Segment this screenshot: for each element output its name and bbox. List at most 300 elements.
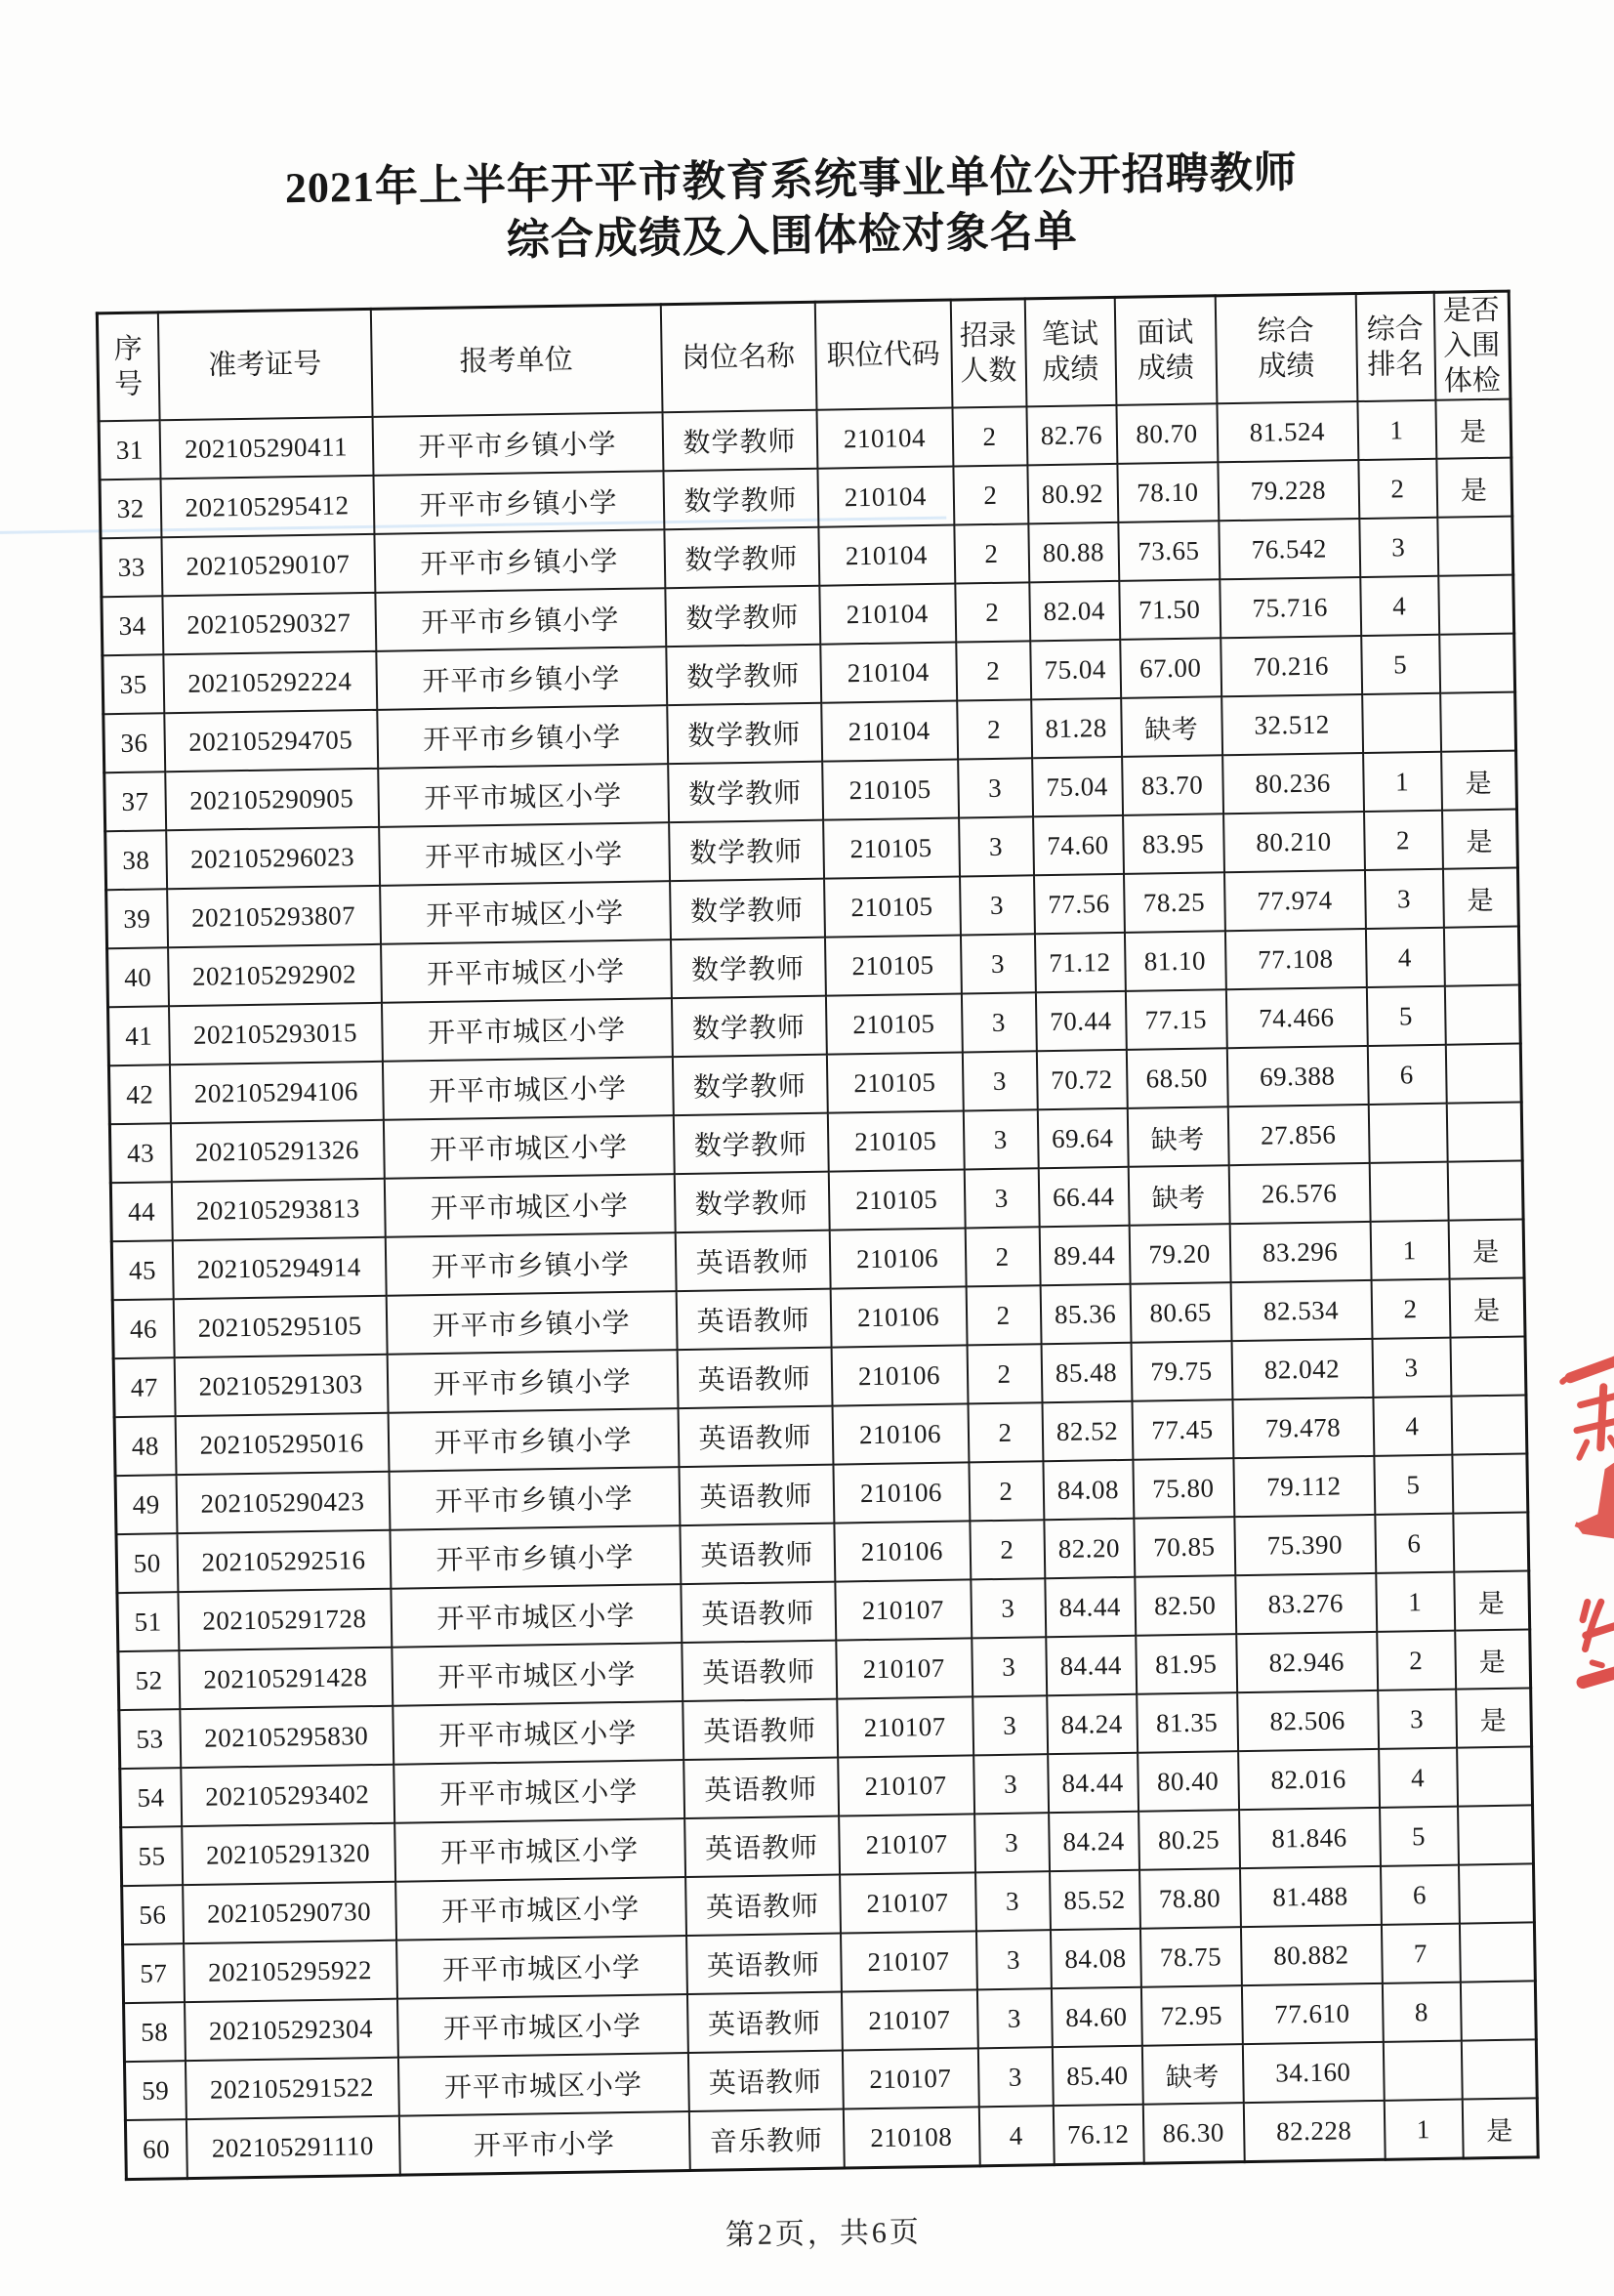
table-cell: 70.44: [1035, 991, 1126, 1051]
table-cell: 6: [1367, 1045, 1446, 1105]
table-cell: 4: [1379, 1748, 1458, 1808]
table-cell: 4: [1365, 928, 1444, 987]
table-cell: [1437, 517, 1513, 576]
table-cell: 2: [1358, 459, 1437, 519]
table-cell: 82.52: [1042, 1401, 1133, 1461]
table-cell: 79.478: [1232, 1398, 1374, 1458]
table-cell: 70.216: [1221, 636, 1362, 696]
table-cell: 英语教师: [683, 1758, 839, 1818]
table-cell: 74.60: [1033, 815, 1124, 875]
table-cell: 开平市城区小学: [395, 1877, 686, 1941]
page-title-line2: 综合成绩及入围体检对象名单: [506, 207, 1079, 265]
table-cell: 40: [107, 947, 169, 1007]
table-cell: 开平市城区小学: [378, 764, 669, 827]
table-cell: 84.24: [1049, 1812, 1139, 1871]
table-cell: 202105293015: [169, 1003, 383, 1065]
table-cell: 202105291320: [182, 1823, 395, 1885]
table-cell: 5: [1374, 1455, 1453, 1515]
table-cell: 2: [967, 1344, 1042, 1403]
table-cell: 缺考: [1127, 1106, 1228, 1167]
table-cell: [1452, 1453, 1528, 1513]
table-cell: 3: [1359, 518, 1438, 577]
column-header-0: 序 号: [97, 313, 159, 421]
table-cell: 数学教师: [668, 762, 823, 822]
table-cell: 是: [1436, 458, 1512, 518]
table-cell: 82.76: [1026, 405, 1117, 465]
table-cell: 210106: [832, 1403, 969, 1464]
table-cell: 3: [976, 1988, 1052, 2048]
column-header-2: 报考单位: [370, 305, 662, 417]
table-cell: 75.80: [1133, 1458, 1234, 1519]
table-cell: 84.60: [1051, 1987, 1141, 2047]
table-cell: 英语教师: [679, 1465, 834, 1525]
table-cell: 2: [952, 406, 1027, 466]
table-cell: 84.44: [1045, 1577, 1136, 1637]
table-cell: [1457, 1746, 1533, 1806]
table-cell: 85.36: [1040, 1284, 1131, 1344]
table-cell: 英语教师: [686, 1992, 842, 2053]
table-cell: 83.95: [1123, 814, 1224, 874]
table-cell: 210104: [821, 701, 958, 762]
table-cell: 36: [103, 713, 165, 772]
table-cell: 缺考: [1121, 696, 1222, 757]
table-cell: 32.512: [1221, 694, 1363, 755]
table-cell: 开平市城区小学: [397, 2053, 688, 2116]
table-cell: 是: [1456, 1688, 1532, 1747]
table-cell: 数学教师: [673, 1113, 828, 1174]
table-cell: 202105290107: [161, 534, 375, 596]
table-cell: 81.846: [1239, 1808, 1381, 1868]
table-cell: 210104: [818, 525, 955, 586]
table-cell: 56: [122, 1885, 184, 1944]
table-cell: 43: [109, 1123, 171, 1183]
table-cell: 210107: [836, 1638, 973, 1698]
table-cell: 74.466: [1225, 987, 1367, 1048]
table-cell: 210104: [816, 408, 953, 469]
table-cell: 68.50: [1126, 1048, 1227, 1108]
table-cell: 开平市城区小学: [381, 998, 672, 1062]
table-cell: 2: [957, 699, 1032, 759]
column-header-1: 准考证号: [157, 309, 372, 420]
table-cell: [1450, 1336, 1526, 1396]
table-cell: 75.04: [1030, 640, 1121, 699]
table-cell: 210105: [827, 1110, 964, 1171]
table-cell: 80.25: [1138, 1810, 1240, 1870]
table-cell: 是: [1454, 1570, 1530, 1630]
table-cell: 72.95: [1140, 1985, 1242, 2046]
table-cell: 2: [955, 582, 1030, 642]
table-cell: 202105291728: [178, 1589, 392, 1650]
table-cell: 3: [972, 1637, 1047, 1696]
table-cell: 82.042: [1231, 1339, 1373, 1399]
table-cell: 202105295105: [173, 1296, 387, 1357]
table-cell: 45: [111, 1240, 173, 1300]
table-cell: 3: [964, 1168, 1039, 1228]
table-cell: 51: [117, 1592, 179, 1651]
table-cell: 73.65: [1118, 521, 1220, 581]
table-cell: 210104: [817, 467, 954, 527]
table-cell: 26.576: [1228, 1163, 1370, 1224]
table-cell: 78.10: [1117, 462, 1219, 522]
table-cell: 202105292224: [163, 651, 377, 713]
table-cell: [1368, 1104, 1447, 1163]
table-cell: 开平市城区小学: [381, 939, 672, 1003]
table-cell: 210106: [831, 1345, 968, 1405]
table-cell: 英语教师: [675, 1231, 830, 1291]
table-cell: 69.64: [1037, 1108, 1128, 1168]
table-cell: 数学教师: [662, 410, 817, 471]
table-cell: [1383, 2041, 1462, 2101]
table-cell: 2: [956, 641, 1031, 700]
table-cell: 85.40: [1052, 2046, 1142, 2106]
table-cell: 47: [113, 1357, 175, 1417]
table-cell: 82.506: [1237, 1691, 1379, 1751]
table-cell: 32: [100, 479, 161, 538]
table-cell: [1458, 1863, 1534, 1923]
table-cell: 80.65: [1130, 1282, 1231, 1343]
table-cell: 202105293813: [171, 1179, 385, 1240]
table-cell: 210107: [841, 1931, 977, 1991]
table-cell: 开平市城区小学: [393, 1760, 684, 1823]
table-cell: 52: [118, 1650, 180, 1710]
table-cell: [1453, 1512, 1529, 1571]
table-cell: 70.72: [1036, 1050, 1127, 1109]
table-cell: 54: [120, 1768, 182, 1827]
table-cell: 85.52: [1050, 1870, 1140, 1930]
table-cell: 1: [1357, 400, 1436, 460]
table-cell: 81.35: [1137, 1692, 1238, 1753]
table-cell: 3: [975, 1871, 1051, 1931]
table-cell: 31: [99, 420, 160, 480]
table-cell: 3: [1364, 869, 1443, 929]
table-cell: 71.50: [1119, 579, 1221, 640]
table-cell: 69.388: [1226, 1046, 1368, 1106]
table-cell: 数学教师: [666, 645, 821, 705]
table-cell: 1: [1384, 2100, 1463, 2160]
table-cell: 84.44: [1048, 1753, 1138, 1813]
red-seal-fragment: [1519, 1340, 1614, 1713]
results-table: [96, 290, 1540, 2182]
table-cell: 210107: [839, 1814, 975, 1874]
table-cell: 3: [961, 992, 1036, 1052]
table-cell: [1439, 634, 1515, 693]
table-cell: 开平市乡镇小学: [389, 1467, 680, 1530]
table-cell: 82.20: [1044, 1519, 1135, 1578]
table-cell: 76.12: [1053, 2105, 1143, 2165]
table-cell: 84.24: [1047, 1694, 1138, 1754]
table-cell: 开平市乡镇小学: [388, 1408, 679, 1472]
table-cell: 71.12: [1034, 933, 1125, 992]
table-cell: 开平市城区小学: [379, 822, 670, 886]
table-cell: 202105290327: [162, 593, 376, 654]
table-cell: 是: [1441, 751, 1517, 811]
table-cell: 开平市乡镇小学: [372, 412, 663, 476]
table-cell: 81.95: [1136, 1634, 1237, 1694]
table-cell: [1459, 1922, 1535, 1982]
table-cell: 59: [124, 2061, 186, 2120]
table-cell: 3: [974, 1813, 1050, 1872]
table-cell: 78.75: [1139, 1927, 1241, 1987]
table-cell: 210108: [843, 2107, 979, 2168]
table-cell: 英语教师: [682, 1641, 837, 1701]
table-cell: 英语教师: [685, 1875, 841, 1936]
table-cell: 英语教师: [683, 1699, 838, 1760]
table-cell: 53: [119, 1709, 181, 1769]
table-cell: 83.296: [1229, 1222, 1371, 1282]
table-cell: 3: [962, 1051, 1037, 1110]
table-cell: 4: [1373, 1397, 1452, 1456]
table-cell: 开平市城区小学: [380, 881, 671, 944]
table-cell: 缺考: [1128, 1165, 1229, 1226]
table-cell: 数学教师: [663, 469, 818, 529]
table-cell: 77.45: [1132, 1399, 1233, 1460]
table-cell: 66.44: [1038, 1167, 1129, 1227]
table-cell: 60: [125, 2119, 186, 2179]
table-cell: 202105291326: [170, 1120, 384, 1182]
column-header-10: 是否 入围 体检: [1433, 291, 1511, 400]
table-cell: 202105296023: [166, 827, 380, 889]
table-cell: 开平市城区小学: [391, 1584, 682, 1648]
table-cell: 开平市城区小学: [383, 1115, 674, 1179]
table-cell: 1: [1363, 752, 1442, 812]
table-cell: 210107: [841, 1989, 977, 2050]
table-cell: 202105290423: [176, 1472, 390, 1533]
column-header-5: 招录 人数: [950, 299, 1026, 408]
table-cell: 英语教师: [681, 1582, 836, 1643]
table-cell: 82.228: [1243, 2101, 1385, 2162]
table-cell: 3: [973, 1695, 1048, 1755]
table-cell: 82.946: [1236, 1632, 1378, 1692]
table-cell: 数学教师: [665, 586, 820, 647]
table-cell: 3: [960, 934, 1035, 993]
table-cell: 83.70: [1122, 755, 1223, 815]
table-cell: 开平市城区小学: [394, 1818, 685, 1882]
table-cell: 4: [1360, 576, 1439, 636]
table-cell: 77.108: [1224, 929, 1366, 989]
table-cell: 80.236: [1222, 753, 1364, 814]
table-cell: 210104: [820, 643, 957, 703]
table-cell: 55: [121, 1826, 183, 1886]
table-cell: 77.974: [1223, 870, 1365, 931]
table-cell: 80.92: [1027, 464, 1118, 523]
table-cell: 开平市城区小学: [382, 1057, 673, 1120]
table-cell: 202105290730: [183, 1882, 396, 1943]
table-cell: 4: [978, 2106, 1054, 2166]
table-cell: 202105294106: [169, 1062, 383, 1123]
table-cell: 7: [1381, 1924, 1460, 1983]
table-cell: 3: [959, 816, 1034, 876]
table-cell: 开平市乡镇小学: [385, 1232, 676, 1296]
table-cell: 210104: [819, 584, 956, 645]
table-cell: 202105295922: [184, 1941, 397, 2002]
table-cell: 开平市乡镇小学: [374, 529, 665, 593]
table-cell: 80.70: [1116, 403, 1218, 464]
table-cell: 是: [1449, 1277, 1525, 1337]
page-footer: 第2页，共6页: [724, 2216, 923, 2252]
table-cell: [1446, 1102, 1522, 1161]
table-cell: 202105294914: [172, 1237, 386, 1299]
table-cell: 3: [971, 1578, 1046, 1638]
table-cell: 5: [1361, 635, 1440, 694]
table-cell: 33: [101, 537, 162, 597]
table-cell: 是: [1435, 399, 1511, 459]
table-cell: [1438, 575, 1514, 635]
table-cell: 84.08: [1050, 1929, 1140, 1988]
column-header-6: 笔试 成绩: [1024, 297, 1116, 406]
table-cell: 210105: [824, 877, 961, 938]
table-cell: 77.610: [1241, 1983, 1383, 2044]
table-cell: 2: [969, 1461, 1044, 1521]
table-cell: 3: [975, 1930, 1051, 1989]
table-cell: 48: [114, 1416, 176, 1476]
table-cell: 数学教师: [672, 1055, 827, 1115]
table-cell: 210105: [826, 1052, 963, 1112]
table-cell: 86.30: [1142, 2103, 1244, 2163]
table-cell: 34: [102, 596, 163, 655]
table-cell: 44: [110, 1182, 172, 1241]
table-cell: 210105: [824, 936, 961, 996]
table-cell: 2: [966, 1285, 1041, 1345]
table-cell: 开平市乡镇小学: [375, 588, 666, 651]
table-cell: [1451, 1395, 1527, 1454]
table-cell: 80.40: [1138, 1751, 1239, 1812]
table-cell: 210106: [833, 1462, 970, 1523]
table-cell: 46: [112, 1299, 174, 1358]
table-cell: 41: [108, 1006, 170, 1065]
table-cell: [1447, 1160, 1523, 1220]
table-cell: 210107: [835, 1579, 972, 1640]
table-cell: 81.28: [1031, 698, 1122, 758]
table-cell: 开平市城区小学: [396, 1936, 687, 1999]
table-cell: 是: [1455, 1629, 1531, 1689]
table-cell: 79.75: [1131, 1341, 1232, 1401]
table-cell: 202105295830: [180, 1706, 393, 1768]
table-cell: 210107: [838, 1755, 974, 1816]
table-cell: 数学教师: [664, 527, 819, 588]
table-cell: 79.20: [1129, 1224, 1230, 1284]
table-cell: 是: [1462, 2098, 1538, 2158]
table-cell: 202105290905: [165, 769, 379, 830]
table-cell: 80.882: [1240, 1925, 1382, 1985]
table-cell: 35: [103, 654, 164, 714]
table-cell: 42: [108, 1065, 170, 1124]
table-cell: 202105293402: [181, 1765, 394, 1826]
table-cell: 是: [1442, 868, 1518, 928]
table-cell: [1445, 1044, 1521, 1104]
column-header-7: 面试 成绩: [1114, 296, 1217, 405]
table-cell: 开平市城区小学: [393, 1701, 683, 1765]
table-cell: 210107: [837, 1696, 973, 1757]
table-cell: 80.88: [1028, 522, 1119, 582]
table-cell: 3: [963, 1109, 1038, 1169]
table-cell: 开平市乡镇小学: [386, 1291, 677, 1355]
table-cell: 82.04: [1029, 581, 1120, 641]
table-cell: 数学教师: [670, 938, 825, 998]
table-cell: 1: [1370, 1221, 1449, 1280]
table-cell: 英语教师: [676, 1289, 831, 1350]
table-cell: 2: [1371, 1279, 1450, 1339]
page-title: [0, 140, 1599, 276]
table-cell: 开平市乡镇小学: [387, 1350, 678, 1413]
table-cell: 英语教师: [684, 1816, 840, 1877]
table-cell: 202105292516: [177, 1530, 391, 1592]
table-cell: [1440, 692, 1516, 752]
table-cell: 2: [1377, 1631, 1456, 1691]
table-cell: 数学教师: [674, 1172, 829, 1232]
table-cell: 开平市乡镇小学: [373, 471, 664, 534]
table-cell: 77.15: [1125, 989, 1226, 1050]
table-cell: 27.856: [1227, 1105, 1369, 1165]
table-cell: [1369, 1162, 1448, 1222]
table-cell: 英语教师: [680, 1524, 835, 1584]
table-cell: 数学教师: [669, 820, 824, 881]
table-cell: 3: [977, 2047, 1053, 2107]
table-cell: 58: [124, 2002, 186, 2062]
table-cell: 6: [1375, 1514, 1454, 1573]
table-cell: 78.80: [1139, 1868, 1241, 1929]
table-cell: 英语教师: [677, 1348, 832, 1408]
table-cell: 是: [1442, 810, 1518, 869]
table-cell: 38: [105, 830, 167, 890]
table-cell: 84.08: [1043, 1460, 1134, 1520]
table-cell: 3: [1372, 1338, 1451, 1398]
table-cell: 202105295412: [160, 476, 374, 537]
table-cell: [1444, 985, 1520, 1045]
table-cell: 数学教师: [670, 879, 825, 939]
table-cell: 202105291428: [179, 1648, 393, 1709]
table-cell: 202105290411: [159, 417, 373, 479]
table-cell: 77.56: [1034, 874, 1125, 934]
table-cell: 78.25: [1123, 872, 1224, 933]
table-cell: 开平市小学: [398, 2111, 689, 2175]
table-cell: 2: [968, 1402, 1043, 1462]
table-cell: 81.488: [1240, 1866, 1382, 1927]
table-cell: 6: [1380, 1865, 1459, 1925]
table-cell: 84.44: [1046, 1636, 1137, 1695]
table-cell: 5: [1366, 986, 1445, 1046]
column-header-3: 岗位名称: [660, 302, 816, 412]
table-cell: 开平市乡镇小学: [376, 647, 667, 710]
table-cell: 202105291303: [174, 1355, 388, 1416]
table-cell: 2: [954, 523, 1029, 583]
table-cell: [1443, 927, 1519, 986]
table-cell: 75.716: [1220, 577, 1361, 638]
table-cell: [1362, 693, 1441, 753]
table-cell: [1460, 1981, 1536, 2040]
table-cell: 37: [104, 772, 166, 831]
table-cell: 缺考: [1141, 2044, 1243, 2105]
table-cell: 81.10: [1124, 931, 1225, 991]
table-cell: 开平市乡镇小学: [390, 1525, 681, 1589]
table-cell: 210107: [842, 2048, 978, 2108]
table-cell: 57: [123, 1943, 185, 2003]
page-title-line1: 2021年上半年开平市教育系统事业单位公开招聘教师: [284, 147, 1299, 213]
table-cell: 70.85: [1134, 1517, 1235, 1577]
table-cell: 2: [970, 1520, 1045, 1579]
table-cell: 79.112: [1233, 1456, 1375, 1517]
table-cell: 202105295016: [175, 1413, 389, 1475]
table-cell: 83.276: [1235, 1573, 1377, 1634]
table-cell: 3: [1378, 1690, 1457, 1749]
table-cell: 81.524: [1217, 401, 1358, 462]
table-cell: 210106: [829, 1228, 966, 1288]
table-cell: 80.210: [1223, 812, 1365, 872]
table-cell: 34.160: [1242, 2042, 1384, 2103]
table-cell: 3: [973, 1754, 1049, 1814]
table-cell: 39: [106, 889, 168, 948]
table-cell: 82.50: [1135, 1575, 1236, 1636]
table-body: [99, 399, 1538, 2180]
